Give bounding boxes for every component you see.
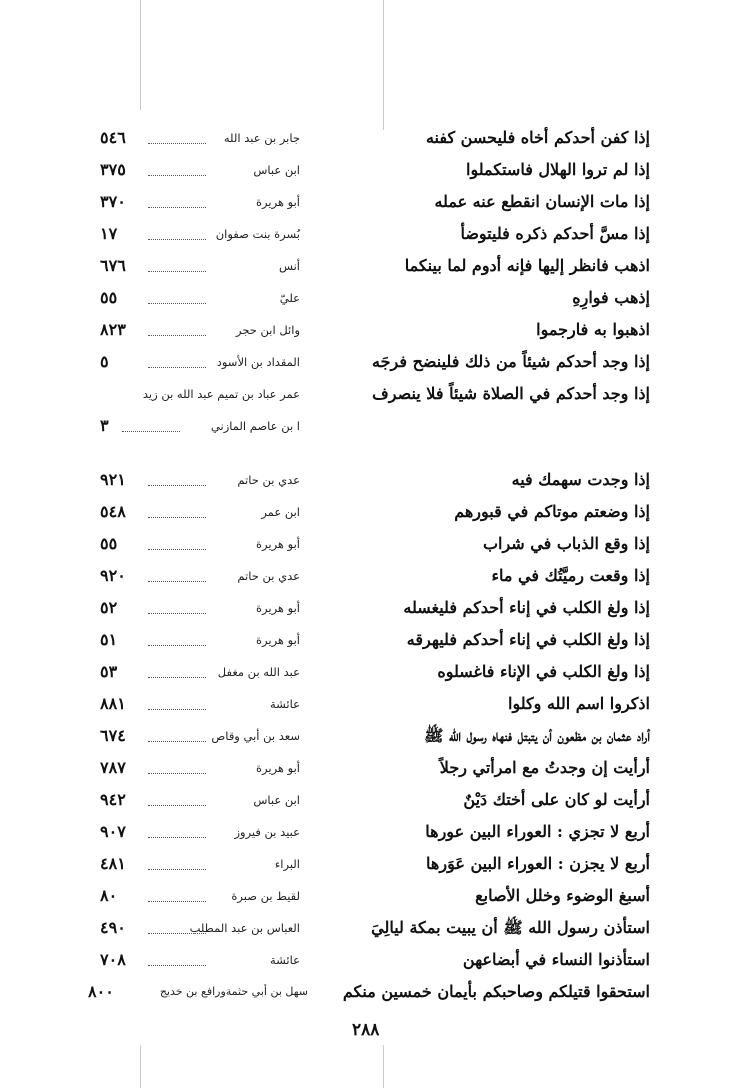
index-row [0, 658, 749, 690]
index-row [0, 156, 749, 188]
page-ref: ٥ [100, 352, 109, 371]
index-row [0, 978, 749, 1010]
narrator-name: ابن عباس [253, 793, 300, 807]
hadith-text: أراد عثمان بن مظعون أن يتبتل فنهاه رسول الله ﷺ [424, 726, 650, 745]
leader-dots [148, 485, 206, 486]
index-row [0, 594, 749, 626]
page-number: ٢٨٨ [352, 1020, 380, 1040]
page-ref: ٣ [100, 416, 109, 435]
hadith-text: إذا وقع الذباب في شراب [482, 534, 650, 553]
narrator-name: أبو هريرة [256, 633, 300, 647]
hadith-text: إذا وقعت رميَّتُك في ماء [491, 566, 650, 585]
narrator-name: عمر عباد بن تميم عبد الله بن زيد [142, 387, 300, 401]
narrator-name: عبيد بن فيروز [234, 825, 300, 839]
index-row [0, 466, 749, 498]
index-row [0, 946, 749, 978]
spacer [0, 444, 749, 466]
hadith-text: إذا وجد أحدكم في الصلاة شيئاً فلا ينصرف [372, 384, 650, 403]
leader-dots [148, 613, 206, 614]
narrator-name: عدي بن حاتم [237, 473, 300, 487]
narrator-name: أبو هريرة [256, 195, 300, 209]
narrator-name: سعد بن أبي وقاص [211, 729, 300, 743]
index-row [0, 124, 749, 156]
hadith-text: اذكروا اسم الله وكلوا [508, 694, 650, 713]
leader-dots [148, 175, 206, 176]
hadith-text: إذا كفن أحدكم أخاه فليحسن كفنه [425, 128, 650, 147]
hadith-text: إذا لم تروا الهلال فاستكملوا [466, 160, 650, 179]
index-row [0, 882, 749, 914]
leader-dots [148, 709, 206, 710]
index-row [0, 754, 749, 786]
hadith-text: إذا وضعتم موتاكم في قبورهم [454, 502, 650, 521]
hadith-text: إذهب فوارِهِ [572, 288, 650, 307]
narrator-name: عليّ [279, 291, 300, 305]
narrator-name: سهل بن أبي حثمةورافع بن خديج [159, 985, 308, 998]
narrator-name: جابر بن عبد الله [223, 131, 300, 145]
narrator-name: عائشة [270, 697, 300, 711]
hadith-text: إذا وجدت سهمك فيه [511, 470, 650, 489]
leader-dots [148, 901, 206, 902]
page-ref: ٥٤٦ [100, 128, 126, 147]
hadith-text: أربع لا يجزن : العوراء البين عَوَرها [426, 854, 650, 873]
scan-crease-line [383, 1045, 384, 1088]
leader-dots [148, 143, 206, 144]
narrator-name: أبو هريرة [256, 601, 300, 615]
hadith-text: استأذنوا النساء في أبضاعهن [462, 950, 650, 969]
narrator-name: عدي بن حاتم [237, 569, 300, 583]
narrator-name: ا بن عاصم المازني [210, 419, 300, 433]
hadith-text: اذهب فانظر إليها فإنه أدوم لما بينكما [404, 256, 650, 275]
leader-dots [148, 207, 206, 208]
narrator-name: لقيط بن صبرة [231, 889, 300, 903]
narrator-name: المقداد بن الأسود [216, 355, 300, 369]
leader-dots [148, 773, 206, 774]
hadith-text: أسبغ الوضوء وخلل الأصابع [475, 886, 650, 905]
index-row [0, 316, 749, 348]
index-row [0, 284, 749, 316]
page-ref: ٨٢٣ [100, 320, 126, 339]
scan-crease-line [383, 0, 384, 130]
leader-dots [148, 367, 206, 368]
leader-dots [148, 805, 206, 806]
index-row [0, 722, 749, 754]
page-ref: ٧٨٧ [100, 758, 126, 777]
page-ref: ٩٢١ [100, 470, 126, 489]
hadith-text: إذا ولغ الكلب في إناء أحدكم فليغسله [403, 598, 650, 617]
hadith-text: إذا ولغ الكلب في إناء أحدكم فليهرقه [406, 630, 650, 649]
scan-crease-line [140, 0, 141, 110]
page-ref: ٨٠٠ [88, 982, 114, 1001]
narrator-name: البراء [274, 857, 300, 871]
hadith-text: إذا مات الإنسان انقطع عنه عمله [434, 192, 650, 211]
leader-dots [148, 271, 206, 272]
page-ref: ٥١ [100, 630, 118, 649]
leader-dots [122, 431, 180, 432]
narrator-name: بُسرة بنت صفوان [215, 227, 300, 241]
hadith-text: إذا ولغ الكلب في الإناء فاغسلوه [437, 662, 650, 681]
hadith-text: إذا مسَّ أحدكم ذكره فليتوضأ [460, 224, 650, 243]
index-row [0, 562, 749, 594]
page-ref: ٤٨١ [100, 854, 126, 873]
leader-dots [148, 335, 206, 336]
leader-dots [148, 549, 206, 550]
narrator-name: وائل ابن حجر [236, 323, 300, 337]
narrator-name: عبد الله بن مغفل [217, 665, 300, 679]
index-row [0, 380, 749, 412]
page-ref: ٥٥ [100, 534, 118, 553]
index-row [0, 188, 749, 220]
leader-dots [148, 869, 206, 870]
index-row [0, 914, 749, 946]
page-ref: ٥٢ [100, 598, 118, 617]
page-ref: ٦٧٤ [100, 726, 126, 745]
index-row [0, 818, 749, 850]
hadith-index-list [0, 124, 749, 1010]
narrator-name: العباس بن عبد المطلب [189, 921, 300, 935]
leader-dots [148, 837, 206, 838]
narrator-name: ابن عباس [253, 163, 300, 177]
index-row [0, 220, 749, 252]
leader-dots [148, 303, 206, 304]
narrator-name: أبو هريرة [256, 761, 300, 775]
index-row-continuation [0, 412, 749, 444]
hadith-text: أرأيت لو كان على أختك دَيْنٌ [463, 790, 650, 809]
page-ref: ٩٠٧ [100, 822, 126, 841]
hadith-text: إذا وجد أحدكم شيئاً من ذلك فلينضح فرجَه [372, 352, 650, 371]
index-row [0, 252, 749, 284]
leader-dots [148, 741, 206, 742]
index-row [0, 850, 749, 882]
index-row [0, 498, 749, 530]
page-ref: ١٧ [100, 224, 118, 243]
leader-dots [148, 581, 206, 582]
page-ref: ٦٧٦ [100, 256, 126, 275]
hadith-text: اذهبوا به فارجموا [536, 320, 650, 339]
index-row [0, 530, 749, 562]
leader-dots [148, 645, 206, 646]
index-row [0, 348, 749, 380]
index-row [0, 626, 749, 658]
narrator-name: عائشة [270, 953, 300, 967]
page-ref: ٥٥ [100, 288, 118, 307]
leader-dots [148, 239, 206, 240]
hadith-text: استأذن رسول الله ﷺ أن يبيت بمكة ليالِيَ [371, 918, 650, 937]
page-ref: ٣٧٥ [100, 160, 126, 179]
narrator-name: ابن عمر [261, 505, 300, 519]
page-ref: ٤٩٠ [100, 918, 126, 937]
narrator-name: أبو هريرة [256, 537, 300, 551]
page-ref: ٥٤٨ [100, 502, 126, 521]
page-ref: ٥٣ [100, 662, 118, 681]
hadith-text: أرأيت إن وجدتُ مع امرأتي رجلاً [439, 758, 650, 777]
hadith-text: أربع لا تجزي : العوراء البين عورها [425, 822, 650, 841]
scan-crease-line [140, 1045, 141, 1088]
page-ref: ٨٨١ [100, 694, 126, 713]
page-ref: ٣٧٠ [100, 192, 126, 211]
page-ref: ٧٠٨ [100, 950, 126, 969]
leader-dots [148, 517, 206, 518]
leader-dots [148, 677, 206, 678]
leader-dots [148, 965, 206, 966]
leader-dots [148, 933, 206, 934]
page-ref: ٩٢٠ [100, 566, 126, 585]
index-row [0, 690, 749, 722]
page-ref: ٨٠ [100, 886, 118, 905]
index-row [0, 786, 749, 818]
hadith-text: استحقوا قتيلكم وصاحبكم بأيمان خمسين منكم [342, 982, 650, 1001]
narrator-name: أنس [278, 259, 300, 273]
page-ref: ٩٤٢ [100, 790, 126, 809]
